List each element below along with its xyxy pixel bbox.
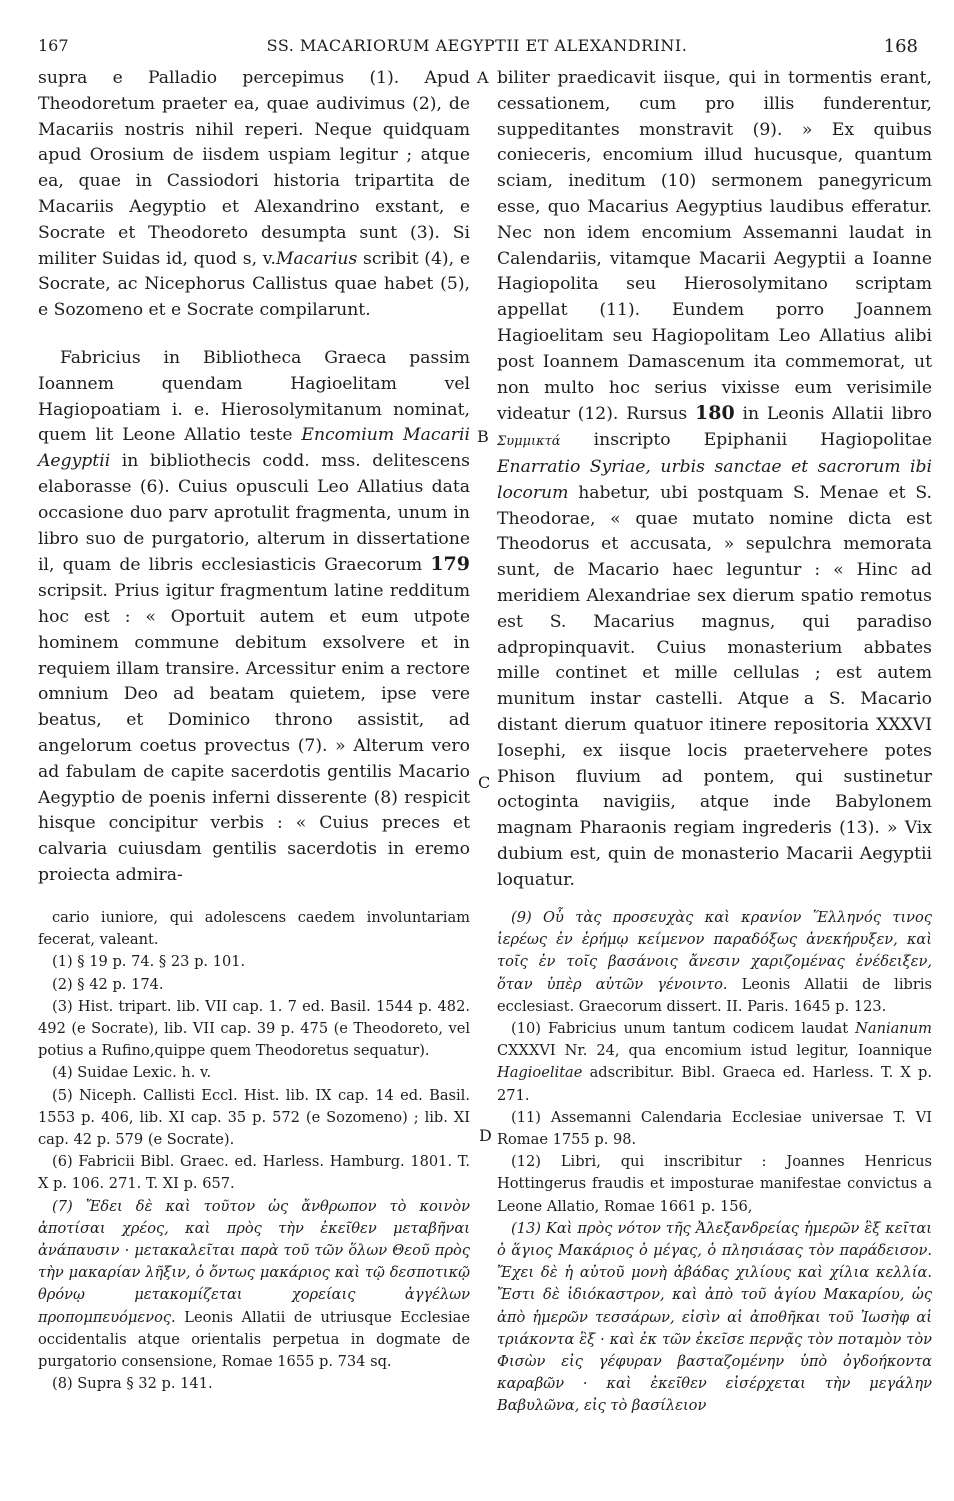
- main-text-left-column: [38, 66, 470, 889]
- page-number-left: 167: [38, 36, 69, 55]
- margin-letter-a: A: [477, 68, 489, 87]
- paragraph-fabricius: [38, 346, 470, 889]
- greek-quote: (9) Οὗ τὰς προσευχὰς καὶ κρανίον Ἕλληνός τινος ἱερέως ἐν ἐρήμῳ κείμενον παραδόξως ἀνεκήρυξεν, καὶ τοῖς ἐν τοῖς βασάνοις ἄνεσιν χαριζομένας ἐνέδειξεν, ὅταν ὑπὲρ αὐτῶν γένοιντο.: [497, 909, 932, 993]
- footnote-3: (3) Hist. tripart. lib. VII cap. 1. 7 ed. Basil. 1544 p. 482. 492 (e Socrate), lib. VII cap. 39 p. 475 (e Theodoreto, vel potius a Rufino,quippe quem Theodoretus sequatur).: [38, 997, 470, 1060]
- greek-quote: (7) Ἔδει δὲ καὶ τοῦτον ὡς ἄνθρωπον τὸ κοινὸν ἀποτίσαι χρέος, καὶ πρὸς τὴν ἐκεῖθεν μεταβῆναι ἀνάπαυσιν · μετακαλεῖται παρὰ τοῦ τῶν ὅλων Θεοῦ πρὸς τὴν μακαρίαν λῆξιν, ὁ ὄντως μακάριος καὶ τῷ δεσποτικῷ θρόνῳ μετακομίζεται χορείαις ἀγγέλων προπομπευόμενος.: [38, 1197, 470, 1326]
- column-number: 179: [430, 553, 470, 576]
- paragraph-palladio: [38, 66, 470, 324]
- page-number-right: 168: [883, 36, 918, 57]
- text-run: supra e Palladio percepimus (1). Apud Theodoretum praeter ea, quae audivimus (2), de Macariis nostris nihil reperi. Neque quidquam apud Orosium de iisdem uspiam legitur ; atque ea, quae in Cassiodori historia tripartita de Macariis Aegyptio et Alexandrino exstant, e Socrate et Theodoreto desumpta sunt (3). Si militer Suidas id, quod s, v.: [38, 68, 470, 269]
- text-run: scribit (4), e Socrate, ac Nicephorus Callistus quae habet (5), e Sozomeno et e Socrate compilarunt.: [38, 248, 470, 321]
- footnote-4: (4) Suidae Lexic. h. v.: [52, 1064, 212, 1082]
- footnote-2: (2) § 42 p. 174.: [52, 975, 164, 993]
- italic-title: Encomium Macarii Aegyptii: [38, 425, 470, 472]
- margin-letter-d: D: [479, 1126, 492, 1145]
- text-run: Fabricius in Bibliotheca Graeca passim Ioannem quendam Hagioelitam vel Hagiopoatiam i. e. Hierosolymitanum nominat, quem lit Leone Allatio teste: [38, 347, 470, 446]
- footnote-continuation: cario iuniore, qui adolescens caedem involuntariam fecerat, valeant.: [38, 909, 470, 949]
- footnote-11: (11) Assemanni Calendaria Ecclesiae universae T. VI Romae 1755 p. 98.: [497, 1108, 932, 1149]
- italic-term: Nanianum: [855, 1020, 932, 1038]
- text-run: Leonis Allatii de utriusque Ecclesiae occidentalis atque orientalis perpetua in dogmate de purgatorio consensione, Romae 1655 p. 734 sq.: [38, 1308, 470, 1371]
- footnote-10: [497, 1018, 932, 1107]
- text-run: inscripto Epiphanii Hagiopolitae: [560, 430, 932, 451]
- text-run: biliter praedicavit iisque, qui in tormentis erant, cessationem, cum pro illis funderentur, suppeditantes monstravit (9). » Ex quibus conieceris, encomium illud hucusque, quantum sciam, ineditum (10) sermonem panegyricum esse, quo Macarius Aegyptius laudibus efferatur. Nec non idem encomium Assemanni laudat in Calendariis, vitamque Macarii Aegyptii a Ioanne Hagiopolita seu Hierosolymitano scriptam appellat (11). Eundem porro Joannem Hagioelitam seu Hagiopolitam Leo Allatius alibi post Ioannem Damascenum ita commemorat, ut non multo hoc serius vixisse eum verisimile videatur (12). Rursus: [497, 68, 932, 425]
- footnote-12: (12) Libri, qui inscribitur : Joannes Henricus Hottingerus fraudis et imposturae manifestae convictus a Leone Allatio, Romae 1661 p. 156,: [497, 1153, 932, 1215]
- margin-letter-b: B: [477, 427, 489, 446]
- text-run: (10) Fabricius unum tantum codicem laudat: [511, 1020, 856, 1038]
- footnote-7: [38, 1196, 470, 1374]
- footnote-6: (6) Fabricii Bibl. Graec. ed. Harless. Hamburg. 1801. T. X p. 106. 271. T. XI p. 657.: [38, 1153, 470, 1193]
- footnotes-left: [38, 907, 470, 1395]
- footnote-13: (13) Καὶ πρὸς νότον τῆς Ἀλεξανδρείας ἡμερῶν ἓξ κεῖται ὁ ἅγιος Μακάριος ὁ μέγας, ὁ πλησιάσας τὸν παράδεισον. Ἔχει δὲ ἡ αὐτοῦ μονὴ ἀβάδας χιλίους καὶ χίλια κελλία. Ἔστι δὲ ἰδιόκαστρον, καὶ ἀπὸ τοῦ ἁγίου Μακαρίου, ὡς ἀπὸ ἡμερῶν τεσσάρων, εἰσὶν αἱ ἀποθῆκαι τοῦ Ἰωσὴφ αἱ τριάκοντα ἓξ · καὶ ἐκ τῶν ἐκεῖσε περνᾷς τὸν ποταμὸν τὸν Φισὼν εἰς γέφυραν βασταζομένην ὑπὸ ὀγδοήκοντα καραβῶν · καὶ ἐκεῖθεν εἰσέρχεται τὴν μεγάλην Βαβυλῶνα, εἰς τὸ βασίλειον: [497, 1219, 932, 1415]
- paragraph-continuation: [497, 66, 932, 894]
- margin-letter-c: C: [478, 773, 491, 792]
- footnote-9: [497, 907, 932, 1018]
- footnote-8: (8) Supra § 32 p. 141.: [52, 1375, 213, 1393]
- greek-title: Συμμικτά: [497, 434, 561, 450]
- page-header: [0, 30, 954, 60]
- text-run: habetur, ubi postquam S. Menae et S. Theodorae, « quae mutato nomine dicta est Theodorus et accusata, » sepulchra memorata sunt, de Macario haec leguntur : « Hinc ad meridiem Alexandriae sex dierum spatio remotus est S. Macarius magnus, qui paradiso adpropinquavit. Cuius monasterium abbates mille continet et mille cellulas ; est autem munitum instar castelli. Atque a S. Macario distant dierum quatuor itinere repositoria XXXVI Iosephi, ex iisque locis praetervehere potes Phison fluvium ad pontem, qui sustinetur octoginta navigiis, atque inde Babylonem magnam Pharaonis regiam ingrederis (13). » Vix dubium est, quin de monasterio Macarii Aegyptii loquatur.: [497, 482, 932, 890]
- main-text-right-column: [497, 66, 932, 894]
- column-number: 180: [695, 402, 735, 425]
- footnote-5: (5) Niceph. Callisti Eccl. Hist. lib. IX cap. 14 ed. Basil. 1553 p. 406, lib. XI cap. 35 p. 572 (e Sozomeno) ; lib. XI cap. 42 p. 579 (e Socrate).: [38, 1086, 470, 1149]
- italic-title: Enarratio Syriae, urbis sanctae et sacrorum ibi locorum: [497, 456, 932, 503]
- text-run: scripsit. Prius igitur fragmentum latine redditum hoc est : « Oportuit autem et eum utpote hominem commune debitum exsolvere et in requiem illam transire. Arcessitur enim a rectore omnium Deo ad beatam quietem, ipse vere beatus, et Dominico throno assistit, ad angelorum coetus provectus (7). » Alterum vero ad fabulam de capite sacerdotis gentilis Macario Aegyptio de poenis inferni disserente (8) respicit hisque concipitur verbis : « Cuius preces et calvaria cuiusdam gentilis sacerdotis in eremo proiecta admira-: [38, 581, 470, 885]
- italic-term: Hagioelitae: [497, 1064, 583, 1082]
- text-run: adscribitur. Bibl. Graeca ed. Harless. T. X p. 271.: [497, 1064, 932, 1104]
- footnote-1: (1) § 19 p. 74. § 23 p. 101.: [52, 953, 246, 971]
- footnotes-right: [497, 907, 932, 1418]
- italic-term: Macarius: [275, 248, 358, 269]
- text-run: Leonis Allatii de libris ecclesiast. Graecorum dissert. II. Paris. 1645 p. 123.: [497, 975, 932, 1015]
- text-run: CXXXVI Nr. 24, qua encomium istud legitur, Ioannique: [497, 1042, 932, 1060]
- running-title: SS. MACARIORUM AEGYPTII ET ALEXANDRINI.: [266, 36, 688, 55]
- text-run: in bibliothecis codd. mss. delitescens elaborasse (6). Cuius opusculi Leo Allatius data occasione duo parv aprotulit fragmenta, unum in libro suo de purgatorio, alterum in dissertatione il, quam de libris ecclesiasticis Graecorum: [38, 451, 470, 576]
- text-run: in Leonis Allatii libro: [734, 404, 932, 425]
